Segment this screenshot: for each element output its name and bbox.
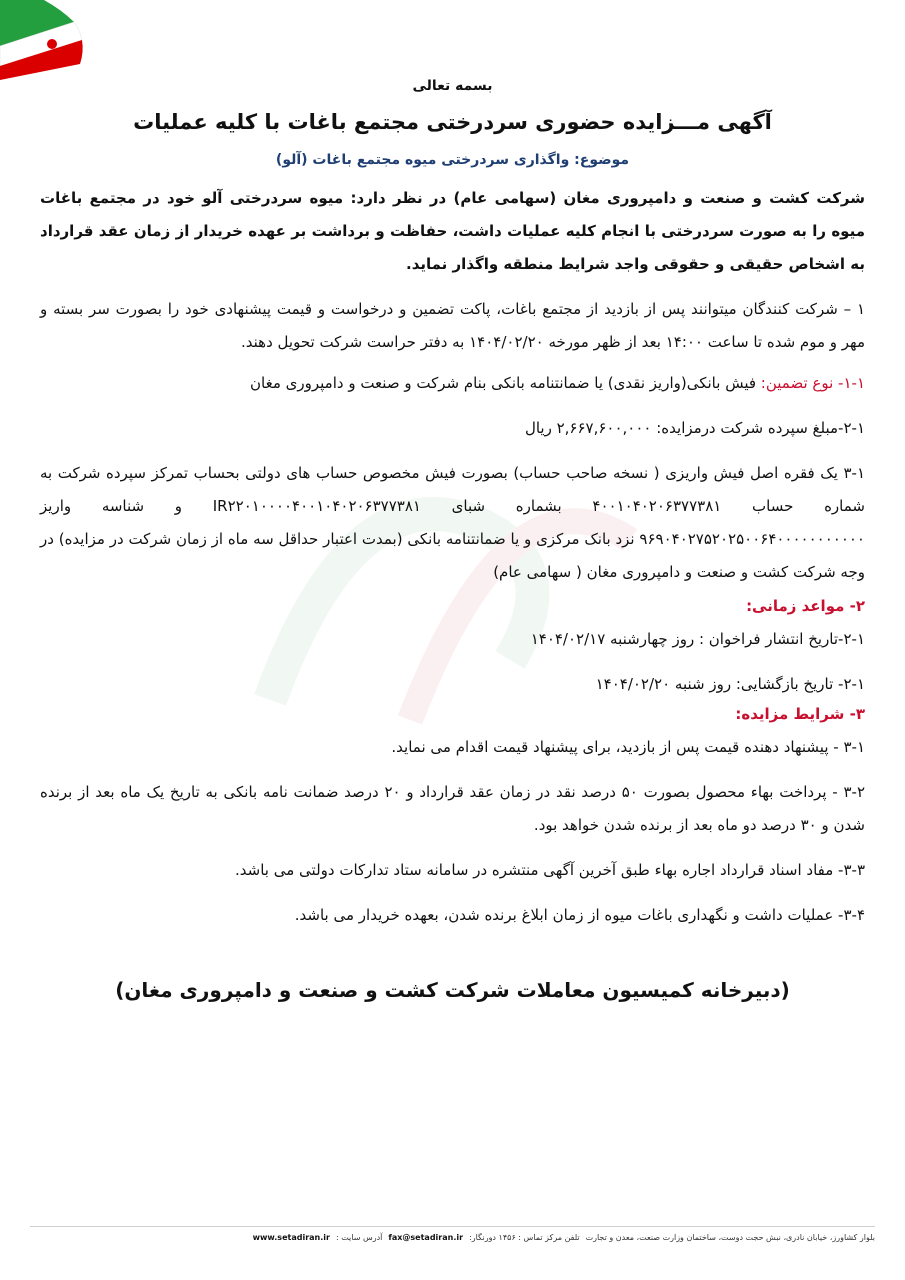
section3-item1: ۳-۱ - پیشنهاد دهنده قیمت پس از بازدید، برای پیشنهاد قیمت اقدام می نماید.: [391, 738, 865, 756]
guarantee-type-text: فیش بانکی(واریز نقدی) یا ضمانتنامه بانکی بنام شرکت و صنعت و دامپروری مغان: [250, 374, 761, 392]
section3-item2: ۳-۲ - پرداخت بهاء محصول بصورت ۵۰ درصد نقد در زمان عقد قرارداد و ۲۰ درصد ضمانت نامه بانکی به تاریخ یک ماه بعد از برنده شدن و ۳۰ درصد دو ماه بعد از برنده شدن خواهد بود.: [40, 783, 865, 834]
flag-emblem: [0, 0, 120, 80]
section2-heading: ۲- مواعد زمانی:: [746, 597, 865, 615]
section1-paragraph: ۱ – شرکت کنندگان میتوانند پس از بازدید از مجتمع باغات، پاکت تضمین و درخواست و قیمت پیشنهادی خود را بصورت سر بسته و مهر و موم شده تا ساعت ۱۴:۰۰ بعد از ظهر مورخه ۱۴۰۴/۰۲/۲۰ به دفتر حراست شرکت تحویل دهند.: [40, 300, 865, 351]
page-title: آگهی مـــزایده حضوری سردرختی مجتمع باغات با کلیه عملیات: [133, 110, 772, 134]
intro-paragraph: شرکت کشت و صنعت و دامپروری مغان (سهامی عام) در نظر دارد: میوه سردرختی آلو خود در مجتمع باغات میوه را به صورت سردرختی با انجام کلیه عملیات داشت، حفاظت و برداشت بر عهده خریدار از زمان عقد قرارداد به اشخاص حقیقی و حقوقی واجد شرایط منطقه واگذار نماید.: [40, 189, 865, 273]
section2-item1: ۲-۱-تاریخ انتشار فراخوان : روز چهارشنبه ۱۴۰۴/۰۲/۱۷: [530, 630, 865, 648]
section1-item1: [40, 367, 865, 400]
footer-fax-link[interactable]: fax@setadiran.ir: [388, 1233, 464, 1242]
basmala-heading: بسمه تعالی: [412, 78, 493, 94]
closing-signature: (دبیرخانه کمیسیون معاملات شرکت کشت و صنعت و دامپروری مغان): [115, 978, 790, 1002]
footer-address: بلوار کشاورز، خیابان نادری، نبش حجت دوست، ساختمان وزارت صنعت، معدن و تجارت: [585, 1233, 875, 1242]
subject-line: موضوع: واگذاری سردرختی میوه مجتمع باغات (آلو): [275, 152, 630, 168]
guarantee-type-label: ۱-۱- نوع تضمین:: [760, 374, 865, 392]
footer-site-link[interactable]: www.setadiran.ir: [252, 1233, 330, 1242]
page-footer: [30, 1226, 875, 1242]
section1-item3: ۳-۱ یک فقره اصل فیش واریزی ( نسخه صاحب حساب) بصورت فیش مخصوص حساب های دولتی بحساب تمرکز سپرده شرکت به شماره حساب ۴۰۰۱۰۴۰۲۰۶۳۷۷۳۸۱ بشماره شبای IR۲۲۰۱۰۰۰۰۴۰۰۱۰۴۰۲۰۶۳۷۷۳۸۱ و شناسه واریز ۹۶۹۰۴۰۲۷۵۲۰۲۵۰۰۶۴۰۰۰۰۰۰۰۰۰۰۰ نزد بانک مرکزی و یا ضمانتنامه بانکی (بمدت اعتبار حداقل سه ماه از زمان شرکت در مزایده) در وجه شرکت کشت و صنعت و دامپروری مغان ( سهامی عام): [40, 464, 865, 581]
announcement-document: [40, 78, 865, 1002]
footer-site-label: آدرس سایت :: [335, 1233, 383, 1242]
section3-item3: ۳-۳- مفاد اسناد قرارداد اجاره بهاء طبق آخرین آگهی منتشره در سامانه ستاد تدارکات دولتی می باشد.: [235, 861, 865, 879]
footer-phone: تلفن مرکز تماس : ۱۴۵۶ دورنگار:: [469, 1233, 580, 1242]
section3-item4: ۳-۴- عملیات داشت و نگهداری باغات میوه از زمان ابلاغ برنده شدن، بعهده خریدار می باشد.: [294, 906, 865, 924]
section3-heading: ۳- شرایط مزایده:: [735, 705, 865, 723]
section2-item2: ۲-۱- تاریخ بازگشایی: روز شنبه ۱۴۰۴/۰۲/۲۰: [595, 675, 865, 693]
section1-item2: ۲-۱-مبلغ سپرده شرکت درمزایده: ۲,۶۶۷,۶۰۰,۰۰۰ ریال: [524, 419, 865, 437]
